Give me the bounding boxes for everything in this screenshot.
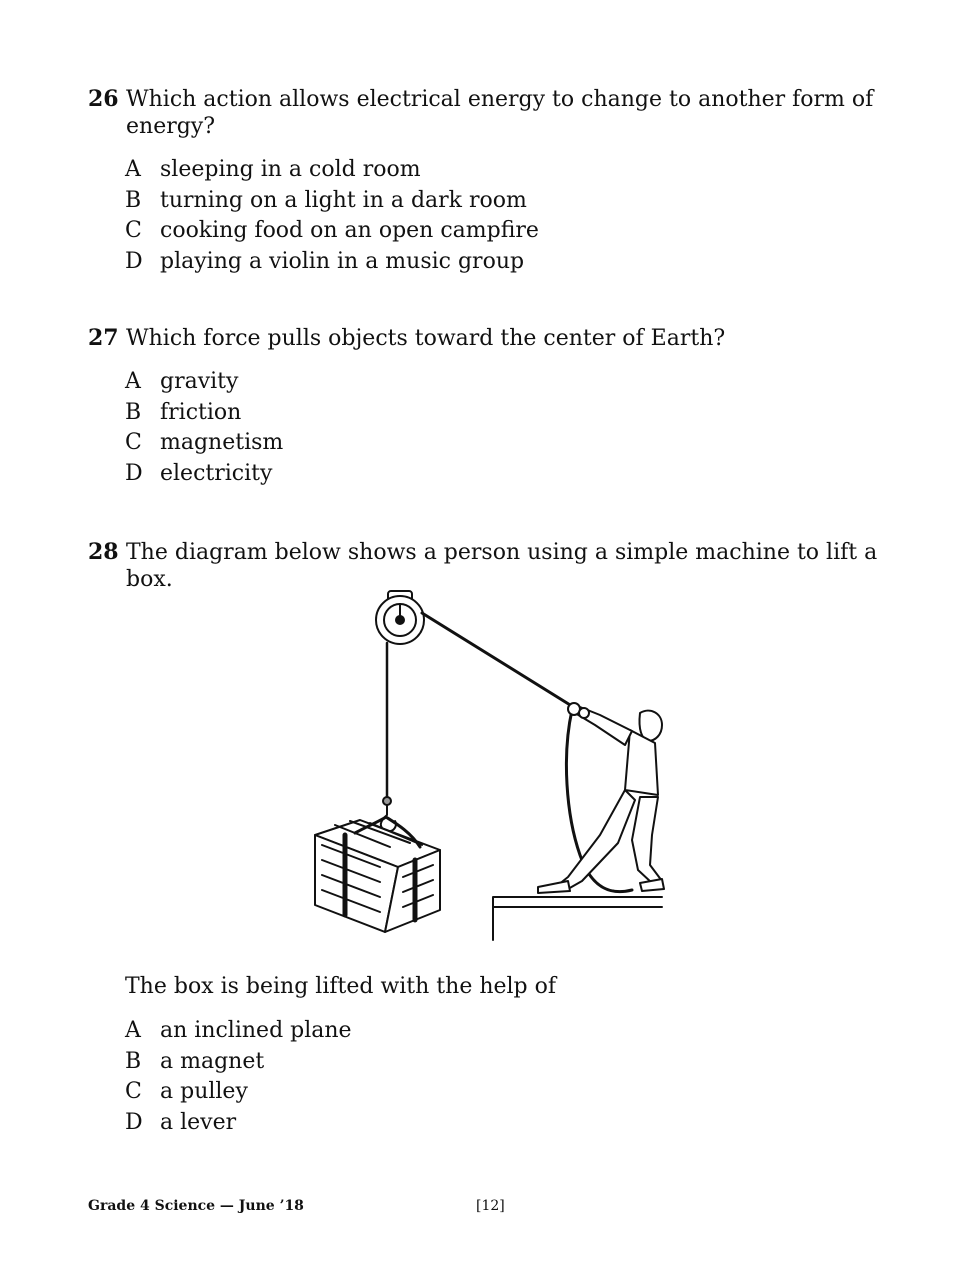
question-text: The diagram below shows a person using a simple machine to lift a box.: [126, 540, 878, 592]
answer-option-a[interactable]: A gravity: [125, 369, 239, 394]
page-number: [12]: [476, 1198, 505, 1214]
ledge-platform: [493, 897, 662, 940]
question-number: 27: [88, 325, 119, 351]
question-number: 26: [88, 86, 119, 112]
answer-option-b[interactable]: B friction: [125, 399, 242, 425]
answer-options: [125, 367, 888, 489]
answer-option-b[interactable]: B a magnet: [125, 1048, 265, 1074]
pulley-diagram: [300, 585, 670, 945]
question-text: Which action allows electrical energy to change to another form of energy?: [126, 87, 874, 139]
question-27: [88, 325, 888, 489]
question-number: 28: [88, 539, 119, 565]
answer-options: [125, 1016, 888, 1138]
question-text: Which force pulls objects toward the center of Earth?: [126, 326, 726, 351]
footer-title: Grade 4 Science — June ’18: [88, 1198, 304, 1214]
rope-pull: [422, 613, 575, 708]
question-28-options: [88, 1016, 888, 1138]
pulley-wheel-icon: [376, 591, 424, 644]
answer-option-d[interactable]: D playing a violin in a music group: [125, 248, 525, 274]
crate-icon: [315, 817, 440, 932]
answer-option-d[interactable]: D a lever: [125, 1109, 237, 1135]
answer-option-b[interactable]: B turning on a light in a dark room: [125, 187, 527, 213]
answer-option-c[interactable]: C magnetism: [125, 430, 284, 455]
answer-options: [125, 155, 888, 277]
answer-option-c[interactable]: C a pulley: [125, 1079, 248, 1104]
question-stem: The box is being lifted with the help of: [125, 974, 557, 999]
answer-option-a[interactable]: A an inclined plane: [125, 1018, 352, 1043]
answer-option-c[interactable]: C cooking food on an open campfire: [125, 218, 539, 243]
question-26: [88, 86, 888, 277]
hook-icon: [381, 797, 396, 831]
person-icon: [538, 703, 664, 893]
answer-option-d[interactable]: D electricity: [125, 460, 273, 486]
answer-option-a[interactable]: A sleeping in a cold room: [125, 157, 421, 182]
